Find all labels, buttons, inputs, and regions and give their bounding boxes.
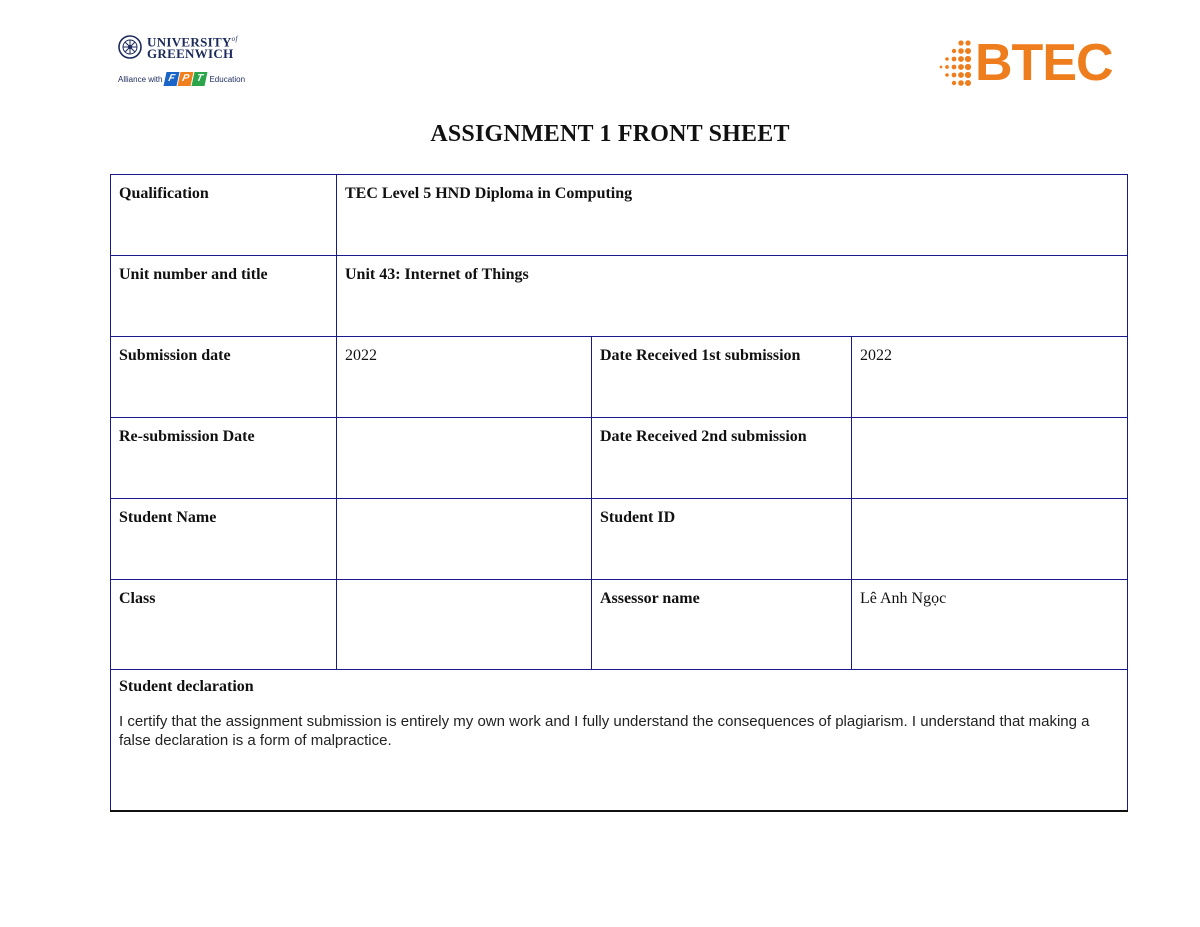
received-1st-label: Date Received 1st submission	[592, 337, 852, 418]
alliance-prefix: Alliance with	[118, 74, 163, 84]
university-seal-icon	[118, 35, 142, 59]
unit-value: Unit 43: Internet of Things	[337, 256, 1128, 337]
btec-logo	[935, 28, 1125, 98]
student-name-value	[337, 499, 592, 580]
resubmission-date-label: Re-submission Date	[111, 418, 337, 499]
declaration-heading: Student declaration	[119, 678, 254, 695]
class-label: Class	[111, 580, 337, 670]
qualification-row	[111, 175, 1128, 256]
class-row	[111, 580, 1128, 670]
resubmission-date-value	[337, 418, 592, 499]
submission-date-label: Submission date	[111, 337, 337, 418]
submission-date-value: 2022	[337, 337, 592, 418]
alliance-suffix: Education	[209, 74, 246, 84]
front-sheet-table	[110, 174, 1128, 812]
fpt-letter-p: P	[178, 72, 194, 86]
qualification-value: TEC Level 5 HND Diploma in Computing	[337, 175, 1128, 256]
received-2nd-value	[852, 418, 1128, 499]
submission-row	[111, 337, 1128, 418]
resubmission-row	[111, 418, 1128, 499]
declaration-row	[111, 670, 1128, 812]
btec-wordmark: BTEC	[975, 34, 1113, 92]
fpt-letter-f: F	[164, 72, 180, 86]
university-name-line1: UNIVERSITY	[147, 34, 232, 50]
qualification-label: Qualification	[111, 175, 337, 256]
fpt-logo	[165, 72, 206, 86]
unit-label: Unit number and title	[111, 256, 337, 337]
declaration-cell	[111, 670, 1128, 812]
fpt-letter-t: T	[192, 72, 208, 86]
university-of: of	[231, 35, 238, 43]
received-2nd-label: Date Received 2nd submission	[592, 418, 852, 499]
student-row	[111, 499, 1128, 580]
university-logo	[118, 33, 248, 95]
unit-row	[111, 256, 1128, 337]
btec-dots-icon	[935, 35, 975, 91]
fpt-alliance	[118, 72, 248, 86]
declaration-text: I certify that the assignment submission is entirely my own work and I fully understand the consequences of plagiarism. I understand that making a false declaration is a form of malpractice.	[119, 713, 1090, 749]
student-id-value	[852, 499, 1128, 580]
assessor-value: Lê Anh Ngọc	[852, 580, 1128, 670]
university-name-line2: GREENWICH	[147, 46, 234, 62]
assessor-label: Assessor name	[592, 580, 852, 670]
class-value	[337, 580, 592, 670]
student-name-label: Student Name	[111, 499, 337, 580]
page-title: ASSIGNMENT 1 FRONT SHEET	[430, 121, 790, 147]
received-1st-value: 2022	[852, 337, 1128, 418]
student-id-label: Student ID	[592, 499, 852, 580]
